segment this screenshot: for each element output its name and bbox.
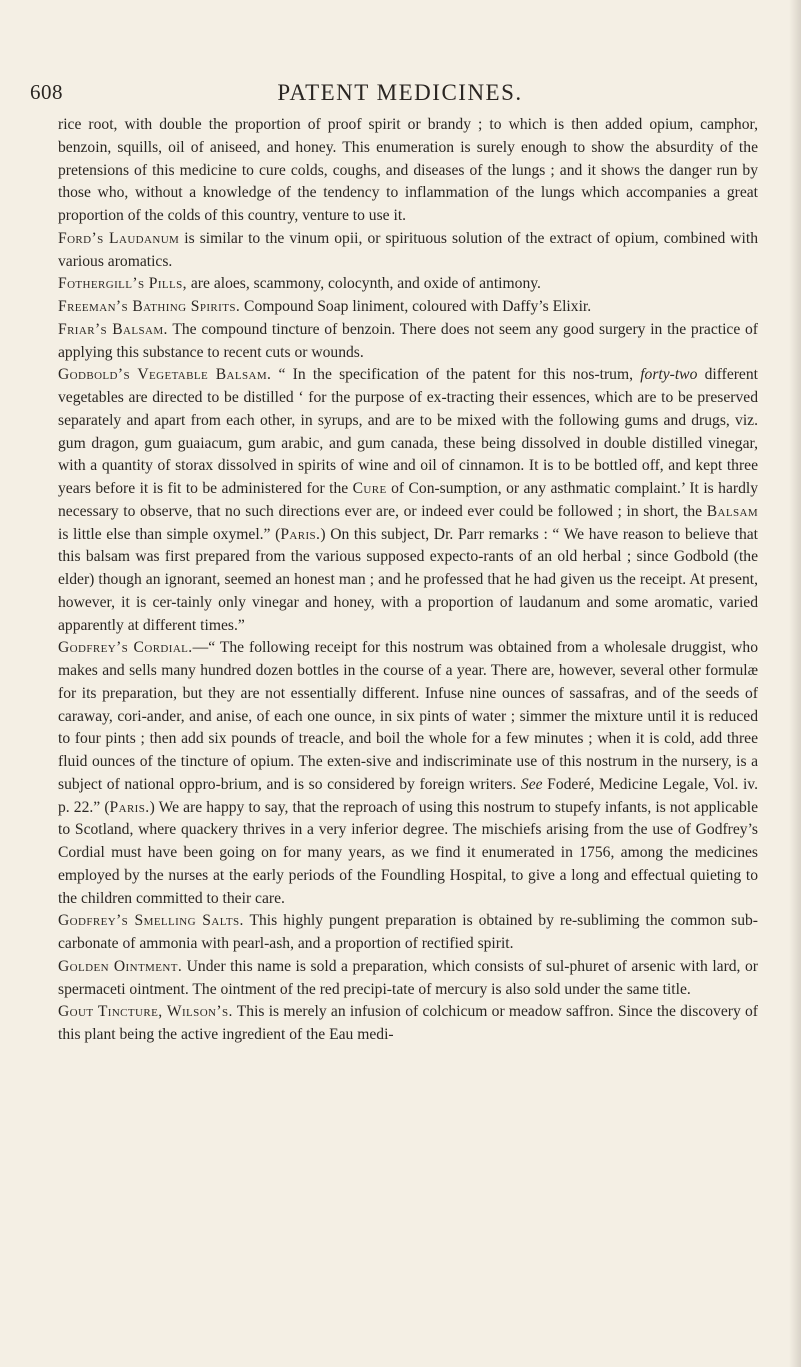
entry-heading: Gout Tincture, Wilson’s. (58, 1003, 233, 1021)
page-number: 608 (30, 80, 63, 104)
entry-heading: Godfrey’s Cordial. (58, 639, 193, 657)
page-header (30, 80, 770, 112)
entry-fothergills-pills: Fothergill’s Pills, are aloes, scammony, colocynth, and oxide of antimony. (58, 275, 541, 293)
entry-friars-balsam: Friar’s Balsam. The compound tincture of benzoin. There does not seem any good surgery in the practice of applying this substance to recent cuts or wounds. (58, 320, 759, 361)
body-text (58, 114, 758, 1047)
entry-heading: Freeman’s Bathing Spirits. (58, 298, 241, 315)
page-edge-shadow (789, 0, 801, 1367)
entry-heading: Ford’s Laudanum (58, 229, 180, 247)
paragraph-rice-root: rice root, with double the proportion of proof spirit or brandy ; to which is then added opium, camphor, benzoin, squills, oil of aniseed, and honey. This enumeration is surely enough to show the absurdity of the pretensions of this medicine to cure colds, coughs, and diseases of the lungs ; and it shows the danger run by those who, without a knowledge of the tendency to inflammation of the lungs which accompanies a great proportion of the colds of this country, venture to use it. (58, 116, 758, 224)
entry-freemans-bathing-spirits: Freeman’s Bathing Spirits. Compound Soap liniment, coloured with Daffy’s Elixir. (58, 298, 592, 315)
entry-godbolds-vegetable-balsam: Godbold’s Vegetable Balsam. “ In the specification of the patent for this nos-trum, forty-two different vegetables are directed to be distilled ‘ for the purpose of ex-tracting their essences, which are to be preserved separately and apart from each other, in syrups, and are to be mixed with the following gums and drugs, viz. gum dragon, gum guaiacum, gum arabic, and gum canada, these being dissolved in double distilled vinegar, with a quantity of storax dissolved in spirits of wine and oil of cinnamon. It is to be bottled off, and kept three years before it is fit to be administered for the Cure of Con-sumption, or any asthmatic complaint.’ It is hardly necessary to observe, that no such directions ever are, or indeed ever could be followed ; in short, the Balsam is little else than simple oxymel.” (Paris.) On this subject, Dr. Parr remarks : “ We have reason to believe that this balsam was first prepared from the various supposed expecto-rants of an old herbal ; since Godbold (the elder) though an ignorant, seemed an honest man ; and he professed that he had given us the receipt. At present, however, it is cer-tainly only vinegar and honey, with a proportion of laudanum and some aromatic, varied apparently at different times.” (58, 366, 758, 634)
entry-fords-laudanum: Ford’s Laudanum is similar to the vinum opii, or spirituous solution of the extract of opium, combined with various aromatics. (58, 229, 759, 270)
entry-heading: Golden Ointment. (58, 957, 183, 975)
entry-golden-ointment: Golden Ointment. Under this name is sold a preparation, which consists of sul-phuret of arsenic with lard, or spermaceti ointment. The ointment of the red precipi-tate of mercury is also sold under the same title. (58, 957, 758, 998)
entry-heading: Godbold’s Vegetable Balsam. (58, 366, 272, 384)
entry-heading: Godfrey’s Smelling Salts. (58, 912, 244, 930)
entry-gout-tincture: Gout Tincture, Wilson’s. This is merely an infusion of colchicum or meadow saffron. Since the discovery of this plant being the active ingredient of the Eau medi- (58, 1003, 758, 1043)
entry-heading: Friar’s Balsam. (58, 320, 168, 338)
running-title: PATENT MEDICINES. (277, 80, 523, 105)
entry-heading: Fothergill’s Pills, (58, 275, 187, 293)
entry-godfreys-smelling-salts: Godfrey’s Smelling Salts. This highly pungent preparation is obtained by re-subliming the common sub-carbonate of ammonia with pearl-ash, and a proportion of rectified spirit. (58, 912, 758, 952)
entry-godfreys-cordial: Godfrey’s Cordial.—“ The following receipt for this nostrum was obtained from a wholesale druggist, who makes and sells many hundred dozen bottles in the course of a year. There are, however, several other formulæ for its preparation, but they are not essentially different. Infuse nine ounces of sassafras, and of the seeds of caraway, cori-ander, and anise, of each one ounce, in six pints of water ; simmer the mixture until it is reduced to four pints ; then add six pounds of treacle, and boil the whole for a few minutes ; when it is cold, add three fluid ounces of the tincture of opium. The exten-sive and indiscriminate use of this nostrum in the nursery, is a subject of national oppro-brium, and is so considered by foreign writers. See Foderé, Medicine Legale, Vol. iv. p. 22.” (Paris.) We are happy to say, that the reproach of using this nostrum to stupefy infants, is not applicable to Scotland, where quackery thrives in a very inferior degree. The mischiefs arising from the use of Godfrey’s Cordial must have been going on for many years, as we find it enumerated in 1756, among the medicines employed by the nurses at the early periods of the Foundling Hospital, to give a long and effectual quieting to the children committed to their care. (58, 639, 758, 907)
